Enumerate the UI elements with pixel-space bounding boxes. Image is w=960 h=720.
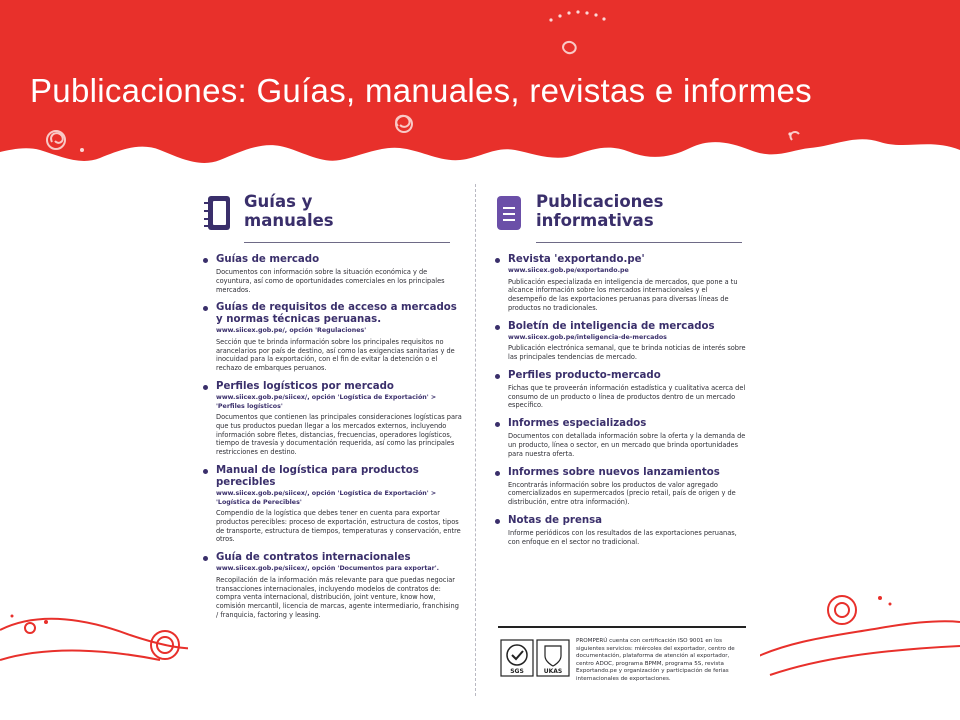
item-title: Perfiles logísticos por mercado (216, 381, 394, 393)
item-title: Manual de logística para productos perecibles (216, 465, 419, 489)
publication-document (188, 172, 760, 698)
item-url: www.siicex.gob.pe/siicex/, opción 'Logística de Exportación' > 'Logística de Perecibles' (216, 490, 437, 506)
item-description: Informe periódicos con los resultados de las exportaciones peruanas, con enfoque en el sector no tradicional. (508, 528, 737, 546)
slide-title: Publicaciones: Guías, manuales, revistas e informes (30, 72, 812, 109)
list-item (202, 302, 462, 373)
item-description: Publicación especializada en inteligencia de mercados, que pone a tu alcance información sobre los mercados internacionales y el desempeño de las exportaciones peruanas para diversas líneas de productos no tradicionales. (508, 277, 738, 312)
item-description: Publicación electrónica semanal, que te brinda noticias de interés sobre las principales tendencias de mercado. (508, 344, 746, 361)
list-item (494, 467, 746, 507)
decorative-swirls-right (750, 580, 960, 690)
item-description: Sección que te brinda información sobre los principales requisitos no arancelarios por país de destino, así como las exigencias sanitarias y de inocuidad para la exportación, con el fin de evitar la detención o el rechazo de embarques peruanos. (216, 337, 455, 373)
list-item (202, 552, 462, 619)
certification-text: PROMPERÚ cuenta con certificación ISO 9001 en los siguientes servicios: miércoles del exportador, centro de documentación, plataforma de atención al exportador, centro ADOC, programa BPMM, programa 5S, revista Exportando.pe y organización y participación de ferias internacionales de exportaciones. (576, 638, 735, 682)
item-description: Documentos que contienen las principales consideraciones logísticas para que tus productos puedan llegar a los mercados externos, incluyendo información sobre fletes, distancias, frecuencias, operadores logísticos, tiempo de travesía y documentación requerida, así como las principales restricciones en destino. (216, 413, 462, 457)
item-title: Perfiles producto-mercado (508, 369, 661, 381)
list-item (494, 321, 746, 362)
item-title: Notas de prensa (508, 514, 603, 526)
list-item (202, 381, 462, 457)
item-title: Guía de contratos internacionales (216, 552, 411, 564)
item-url: www.siicex.gob.pe/siicex/, opción 'Logística de Exportación' > 'Perfiles logísticos' (216, 394, 437, 410)
item-title: Informes sobre nuevos lanzamientos (508, 466, 720, 478)
guides-list (202, 254, 462, 628)
sgs-logo-text: SGS (510, 668, 524, 675)
item-title: Boletín de inteligencia de mercados (508, 320, 715, 332)
item-description: Documentos con información sobre la situación económica y de coyuntura, así como de oportunidades comerciales en los principales mercados. (216, 268, 445, 294)
certification-logos (500, 638, 570, 680)
item-title: Informes especializados (508, 418, 647, 430)
publications-title: Publicaciones informativas (536, 192, 664, 230)
item-url: www.siicex.gob.pe/inteligencia-de-mercados (508, 333, 667, 341)
ukas-logo-text: UKAS (543, 668, 563, 675)
item-title: Guías de requisitos de acceso a mercados y normas técnicas peruanas. (216, 302, 457, 326)
publications-header (494, 172, 746, 238)
item-url: www.siicex.gob.pe/, opción 'Regulaciones' (216, 327, 367, 335)
item-description: Encontrarás información sobre los productos de valor agregado comercializados en supermercados (precio retail, país de origen y de distribución, entre otra información). (508, 480, 736, 507)
title-rule (536, 242, 742, 243)
decorative-swirls-left (0, 590, 200, 720)
guides-column (202, 172, 462, 619)
item-description: Recopilación de la información más relevante para que puedas negociar transacciones internacionales, incluyendo modelos de contratos de: compra venta internacional, distribución, joint venture, know how, comisión mercantil, licencia de marcas, agente intermediario, franchising / franquicia, factoring y leasing. (216, 575, 459, 619)
item-url: www.siicex.gob.pe/exportando.pe (508, 267, 629, 274)
list-item (202, 254, 462, 294)
list-item (494, 418, 746, 458)
guides-title: Guías y manuales (244, 192, 334, 230)
document-icon (494, 194, 524, 234)
item-description: Compendio de la logística que debes tener en cuenta para exportar productos perecibles: proceso de exportación, estructura de costos, tipos de transporte, estructura de tiempos, temperaturas y conservación, entre otros. (216, 509, 461, 544)
notebook-icon (202, 194, 232, 234)
list-item (202, 465, 462, 544)
item-url: www.siicex.gob.pe/siicex/, opción 'Documentos para exportar'. (216, 565, 440, 573)
item-description: Documentos con detallada información sobre la oferta y la demanda de un producto, línea o sector, en un mercado que brinda oportunidades para nuestra oferta. (508, 432, 746, 458)
item-description: Fichas que te proveerán información estadística y cualitativa acerca del consumo de un producto o línea de productos dentro de un mercado específico. (508, 383, 746, 410)
list-item (494, 370, 746, 410)
guides-header (202, 172, 462, 238)
footer-rule (498, 626, 746, 628)
list-item (494, 515, 746, 547)
item-title: Revista 'exportando.pe' (508, 254, 645, 265)
publications-column (494, 172, 746, 546)
column-divider (475, 184, 476, 696)
item-title: Guías de mercado (216, 254, 320, 265)
list-item (494, 254, 746, 313)
publications-list (494, 254, 746, 555)
title-rule (244, 242, 450, 243)
